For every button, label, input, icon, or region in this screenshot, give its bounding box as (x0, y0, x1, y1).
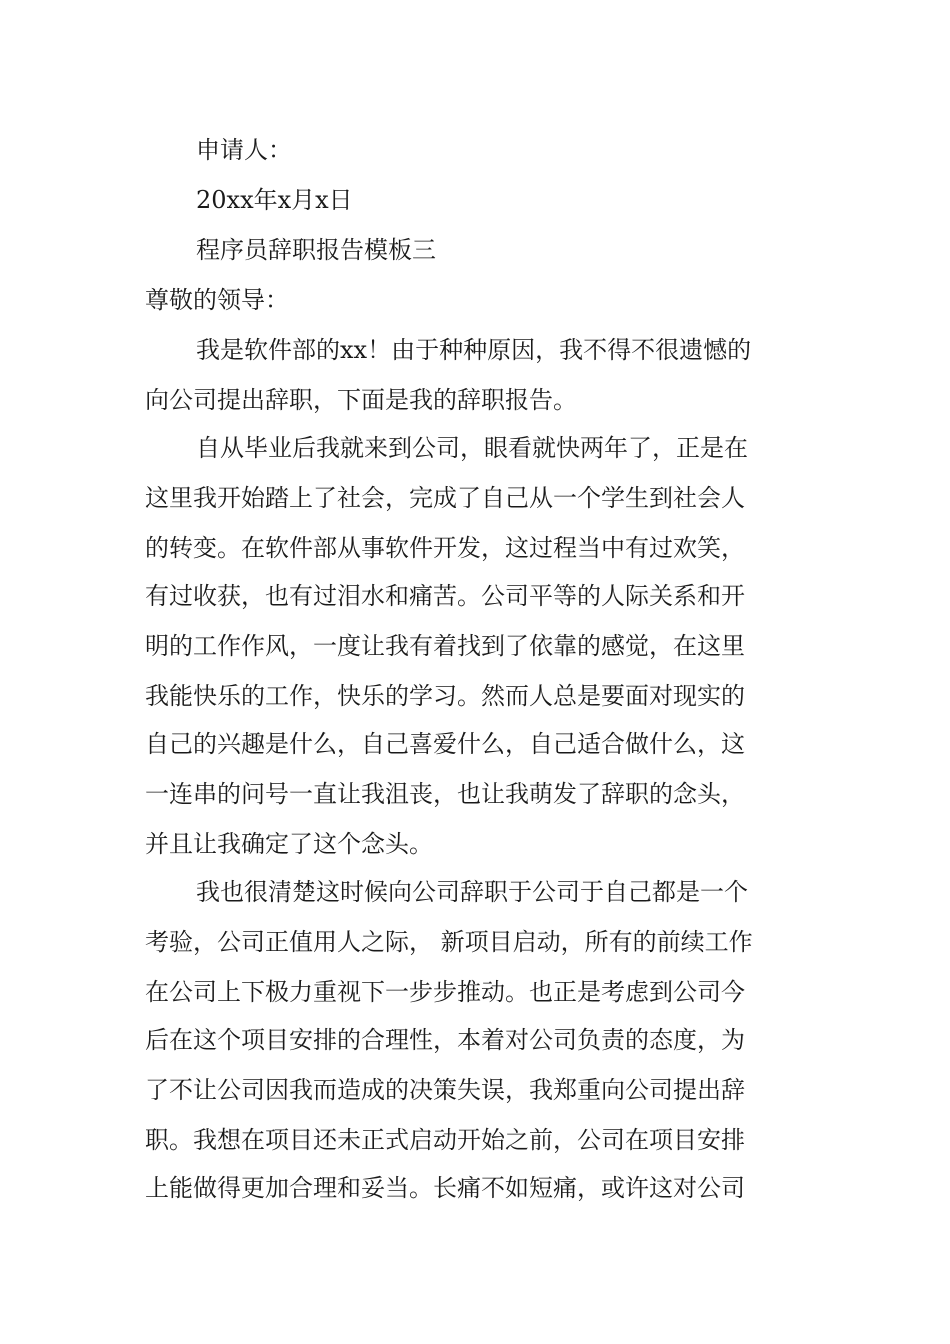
body-line: 了不让公司因我而造成的决策失误，我郑重向公司提出辞 (145, 1076, 745, 1104)
body-line: 职。我想在项目还未正式启动开始之前，公司在项目安排 (145, 1126, 745, 1154)
body-line: 并且让我确定了这个念头。 (145, 830, 433, 858)
body-line: 考验，公司正值用人之际， 新项目启动，所有的前续工作 (145, 928, 753, 956)
salutation: 尊敬的领导： (145, 286, 289, 314)
body-line: 自己的兴趣是什么，自己喜爱什么，自己适合做什么，这 (145, 730, 745, 758)
body-line: 这里我开始踏上了社会，完成了自己从一个学生到社会人 (145, 484, 745, 512)
body-line: 一连串的问号一直让我沮丧，也让我萌发了辞职的念头， (145, 780, 745, 808)
body-line: 我也很清楚这时候向公司辞职于公司于自己都是一个 (196, 878, 748, 906)
body-line: 向公司提出辞职，下面是我的辞职报告。 (145, 386, 577, 414)
body-line: 我能快乐的工作，快乐的学习。然而人总是要面对现实的 (145, 682, 745, 710)
body-line: 有过收获，也有过泪水和痛苦。公司平等的人际关系和开 (145, 582, 745, 610)
body-line: 在公司上下极力重视下一步步推动。也正是考虑到公司今 (145, 978, 745, 1006)
body-line: 后在这个项目安排的合理性，本着对公司负责的态度，为 (145, 1026, 745, 1054)
body-line: 自从毕业后我就来到公司，眼看就快两年了，正是在 (196, 434, 748, 462)
body-line: 明的工作作风，一度让我有着找到了依靠的感觉，在这里 (145, 632, 745, 660)
signature-date: 20xx年x月x日 (196, 186, 353, 214)
applicant-label: 申请人： (196, 136, 292, 164)
section-title: 程序员辞职报告模板三 (196, 236, 436, 264)
body-line: 的转变。在软件部从事软件开发，这过程当中有过欢笑， (145, 534, 745, 562)
body-line: 上能做得更加合理和妥当。长痛不如短痛，或许这对公司 (145, 1174, 745, 1202)
body-line: 我是软件部的xx！由于种种原因，我不得不很遗憾的 (196, 336, 752, 364)
